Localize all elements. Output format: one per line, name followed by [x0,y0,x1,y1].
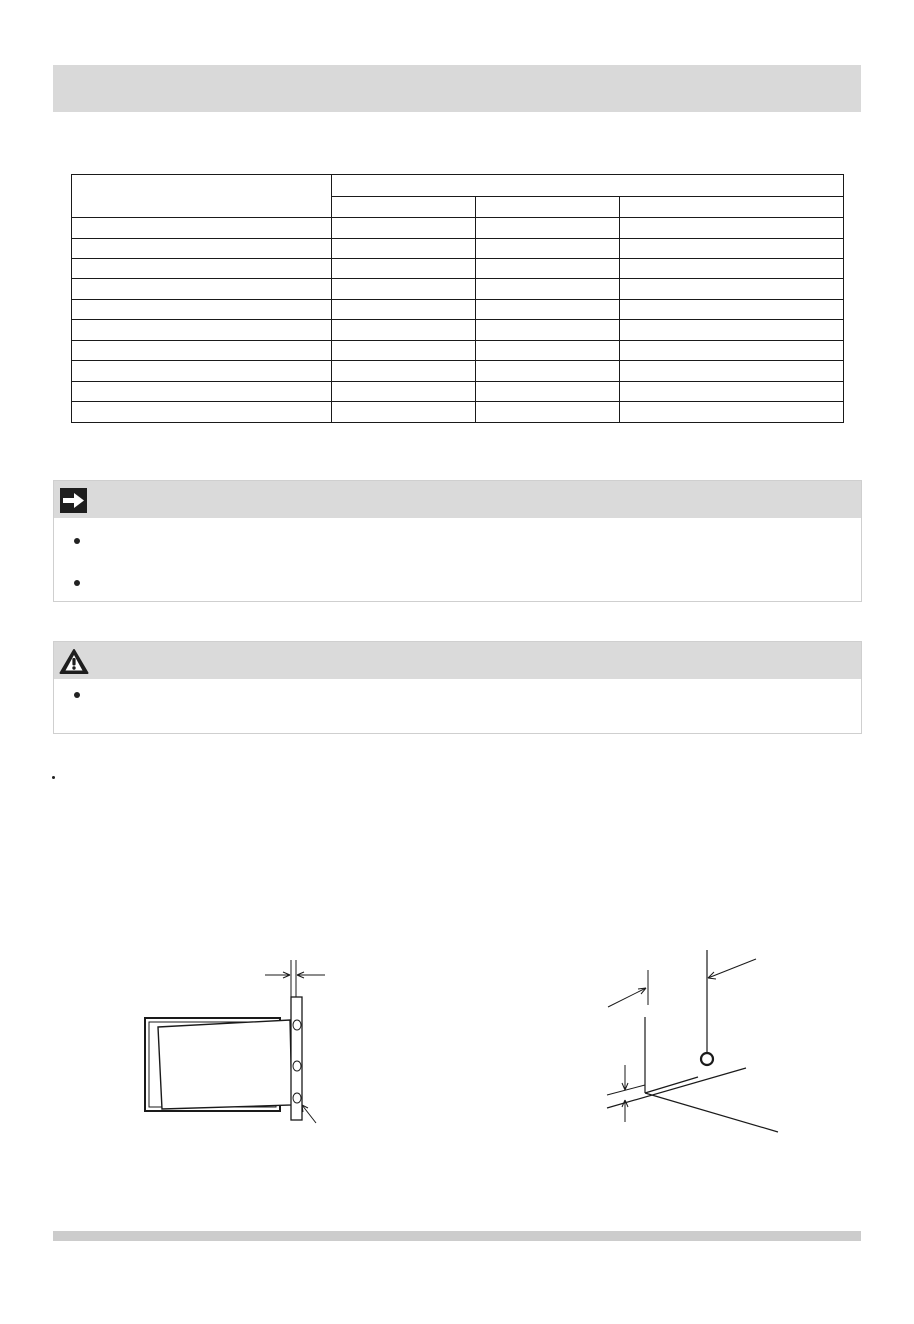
warning-triangle-icon [59,648,89,675]
table-row [72,218,844,238]
table-cell [332,238,476,258]
table-cell [72,381,332,401]
footer-bar [53,1231,861,1241]
table-cell [332,340,476,360]
table-cell [332,320,476,340]
table-cell [72,361,332,381]
table-cell [620,320,844,340]
table-cell [620,238,844,258]
table-cell [476,238,620,258]
table-cell [620,259,844,279]
table-row [72,320,844,340]
table-header-cell [332,196,476,218]
table-header-row [72,175,844,197]
section-header-bar [53,65,861,112]
note-header [54,481,861,518]
table-cell [332,299,476,319]
table-cell [476,259,620,279]
list-bullet [52,776,55,779]
table-cell [476,361,620,381]
table-cell [476,402,620,423]
table-cell [620,279,844,299]
table-cell [332,402,476,423]
table-cell [620,218,844,238]
table-cell [72,320,332,340]
arrow-right-icon [60,488,87,513]
warning-header [54,642,861,679]
table-cell [332,259,476,279]
table-cell [620,381,844,401]
table-cell [332,218,476,238]
table-row [72,238,844,258]
table-cell [476,218,620,238]
table-cell [476,381,620,401]
table-cell [72,259,332,279]
table-row [72,259,844,279]
note-bullet [74,580,80,586]
table-cell [476,320,620,340]
table-row [72,299,844,319]
table-row [72,340,844,360]
table-cell [620,340,844,360]
table-header-cell [72,175,332,218]
table-cell [72,402,332,423]
table-cell [72,299,332,319]
table-row [72,381,844,401]
table-cell [476,340,620,360]
table-header-cell [620,196,844,218]
note-bullet [74,538,80,544]
table-group-header-cell [332,175,844,197]
table-cell [332,361,476,381]
note-box [53,480,862,602]
table-cell [72,279,332,299]
table-cell [476,299,620,319]
table-row [72,279,844,299]
table-cell [332,381,476,401]
warning-box [53,641,862,734]
table-cell [620,402,844,423]
table-cell [72,340,332,360]
table-cell [332,279,476,299]
table-row [72,361,844,381]
table-cell [72,238,332,258]
table-cell [476,279,620,299]
table-cell [620,299,844,319]
table-cell [620,361,844,381]
table-row [72,402,844,423]
water-line-diagram [600,945,790,1135]
table-cell [72,218,332,238]
specification-table [71,174,844,423]
warning-bullet [74,692,80,698]
table-header-cell [476,196,620,218]
door-alignment-diagram [140,955,340,1135]
